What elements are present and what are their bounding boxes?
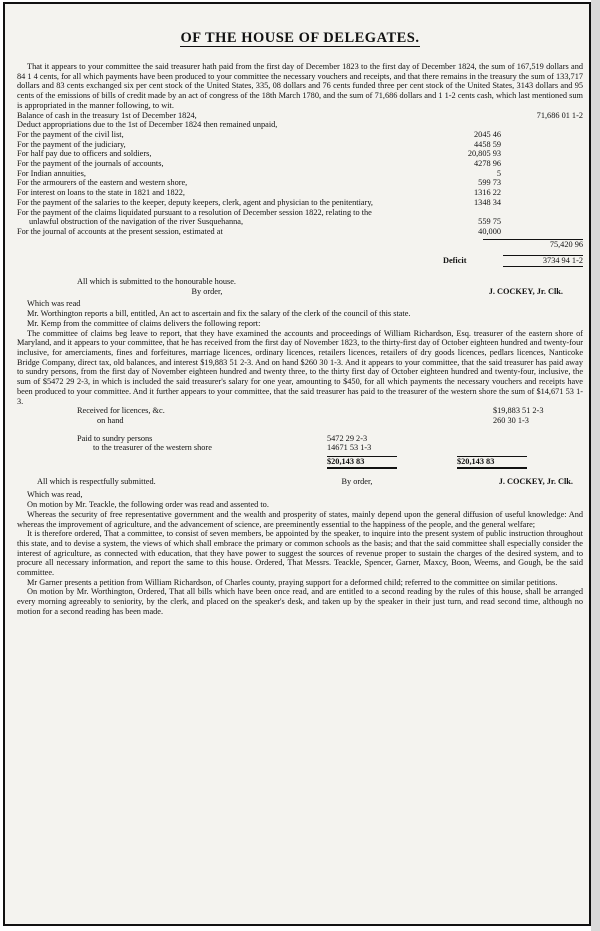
submitted-line: All which is submitted to the honourable house. (77, 277, 237, 287)
paid-value: 5472 29 2-3 (327, 433, 368, 443)
sums-row (17, 456, 583, 469)
deficit-value: 3734 94 1-2 (503, 255, 583, 267)
appropriation-item (17, 188, 583, 198)
item-value: 559 75 (478, 217, 501, 227)
paragraph: Mr Garner presents a petition from William Richardson, of Charles county, praying support for a deformed child; referred to the committee on similar petitions. (27, 577, 558, 587)
western-label: to the treasurer of the western shore (93, 443, 212, 453)
item-value: 20,805 93 (467, 149, 501, 159)
item-label: For the payment of the journals of accounts, (17, 159, 164, 169)
received-row (17, 406, 583, 416)
appropriation-item (17, 140, 583, 150)
item-value: 4458 59 (474, 139, 501, 149)
signature-row (17, 287, 583, 297)
balance-row (17, 111, 583, 121)
item-label: For interest on loans to the state in 1821 and 1822, (17, 188, 185, 198)
sum-right: $20,143 83 (457, 456, 527, 469)
item-label: For the payment of the claims liquidated pursuant to a resolution of December session 1822, relating to the unlawful obstruction of the navigation of the river Susquehanna, (17, 207, 372, 227)
appropriation-item (17, 198, 583, 208)
total-value: 75,420 96 (483, 239, 583, 250)
balance-label: Balance of cash in the treasury 1st of December 1824, (17, 110, 197, 120)
by-order-2: By order, (341, 476, 373, 486)
item-value: 1348 34 (474, 197, 501, 207)
item-value: 1316 22 (474, 188, 501, 198)
appropriation-item (17, 227, 583, 237)
item-label: For the journal of accounts at the present session, estimated at (17, 226, 223, 236)
item-value: 5 (496, 168, 501, 178)
paragraph: On motion by Mr. Teackle, the following order was read and assented to. (27, 500, 269, 510)
deficit-label: Deficit (443, 256, 467, 266)
appropriation-item (17, 149, 583, 159)
submitted-line-2: All which is respectfully submitted. (37, 476, 156, 486)
clerk-name-2: J. COCKEY, Jr. Clk. (498, 476, 573, 486)
item-label: For Indian annuities, (17, 168, 86, 178)
onhand-row (17, 416, 583, 426)
deduct-line: Deduct appropriations due to the 1st of December 1824 then remained unpaid, (17, 120, 278, 130)
received-label: Received for licences, &c. (77, 406, 165, 416)
claims-report: The committee of claims beg leave to report, that they have examined the accounts and proceedings of William Richardson, Esq. treasurer of the eastern shore of Maryland, and it appears to your committee, that he has received from the first day of November 1823, to the thirty-first day of October eighteen hundred and twenty-four inclusive, for amerciaments, fines and forfeitures, marriage licences, ordinary licences, retailers licences, retailers of dry goods licences, pedlars licences, Nanticoke Bridge Company, direct tax, old balances, and interest $19,883 51 2-3. And on hand $260 30 1-3. And it appears to your committee, that the said treasurer has paid away to sundry persons, from the first day of November eighteen hundred and twenty three, to the thirty first day of October eighteen hundred and twenty-four, inclusive, the sum of $5472 29 2-3, in which is included the said treasurer's salary for one year, amounting to $450, for all which payments the necessary vouchers and receipts have been produced to your committee. And it further appears to your committee, that the said treasurer has paid to the treasurer of the western shore the sum of $14,671 53 1-3. (17, 328, 583, 406)
page-edge (591, 0, 600, 931)
item-label: For the payment of the salaries to the keeper, deputy keepers, clerk, agent and physician to the penitentiary, (17, 197, 373, 207)
balance-value: 71,686 01 1-2 (536, 110, 583, 120)
paragraph: Which was read, (27, 490, 83, 500)
title-text: OF THE HOUSE OF DELEGATES. (180, 30, 420, 46)
item-value: 4278 96 (474, 159, 501, 169)
received-value: $19,883 51 2-3 (493, 406, 544, 416)
item-label: For the armourers of the eastern and western shore, (17, 178, 188, 188)
western-row (17, 443, 583, 453)
onhand-value: 260 30 1-3 (493, 415, 529, 425)
item-label: For the payment of the judiciary, (17, 139, 126, 149)
appropriation-list (17, 130, 583, 237)
onhand-label: on hand (97, 415, 124, 425)
item-value: 40,000 (478, 226, 501, 236)
paragraph: Mr. Kemp from the committee of claims delivers the following report: (27, 318, 261, 328)
appropriation-item (17, 169, 583, 179)
paragraph: On motion by Mr. Worthington, Ordered, That all bills which have been once read, and are entitled to a second reading by the rules of this house, shall be arranged every morning agreeably to seniority, by the clerk, and placed on the speaker's desk, and taken up by the speaker in their just turn, and read second time, although no motion for a second reading has been made. (17, 587, 583, 616)
item-value: 599 73 (478, 178, 501, 188)
by-order: By order, (191, 286, 223, 296)
intro-paragraph: That it appears to your committee the said treasurer hath paid from the first day of December 1823 to the first day of December 1824, the sum of 167,519 dollars and 84 1 4 cents, for all which payments have been produced to your committee the necessary vouchers and receipts, and that there remains in the treasury the sum of 133,717 dollars and 83 cents exchanged six per cent stock of the United States, 335, 08 dollars and 76 cents funded three per cent stock of the United States, 3143 dollars and 95 cents of the emissions of bills of credit made by an act of congress of the 18th March 1780, and the sum of 71,686 dollars and 1 1-2 cents cash, which last mentioned sum is appropriated in the manner following, to wit. (17, 62, 583, 110)
paragraph: It is therefore ordered, That a committee, to consist of seven members, be appointed by the speaker, to inquire into the present system of public instruction throughout this state, and to devise a system, the views of which shall embrace the primary or common schools as the basis; and that the said committee shall especially consider the interest of agriculture, as connected with education, that they have power to suggest the sources of revenue proper to sustain the charges of the desired system, and to procure all necessary information, and report the same to this house. Ordered, That Messrs. Teackle, Spencer, Garner, Maxcy, Boon, Weems, and Gough, be the said committee. (17, 529, 583, 578)
appropriation-item (17, 130, 583, 140)
paid-row (17, 434, 583, 444)
western-value: 14671 53 1-3 (327, 443, 372, 453)
item-value: 2045 46 (474, 129, 501, 139)
clerk-name: J. COCKEY, Jr. Clk. (488, 286, 563, 296)
appropriation-item (17, 208, 583, 227)
item-label: For the payment of the civil list, (17, 129, 124, 139)
signature-row-2 (17, 469, 583, 487)
page-title (0, 30, 600, 47)
paragraph: Which was read (27, 299, 81, 309)
sum-left: $20,143 83 (327, 456, 397, 469)
deficit-row (17, 255, 583, 267)
paragraph: Mr. Worthington reports a bill, entitled, An act to ascertain and fix the salary of the clerk of the council of this state. (27, 309, 411, 319)
document-body (17, 62, 583, 617)
appropriation-item (17, 159, 583, 169)
item-label: For half pay due to officers and soldiers, (17, 149, 152, 159)
appropriation-item (17, 178, 583, 188)
paid-label: Paid to sundry persons (77, 433, 153, 443)
total-row (17, 239, 583, 250)
paragraph: Whereas the security of free representative government and the wealth and prosperity of states, mainly depend upon the general diffusion of useful knowledge: And whereas the improvement of agriculture, and the advancement of science, are preeminently essential to the happiness of the people, and the general welfare; (17, 509, 583, 529)
